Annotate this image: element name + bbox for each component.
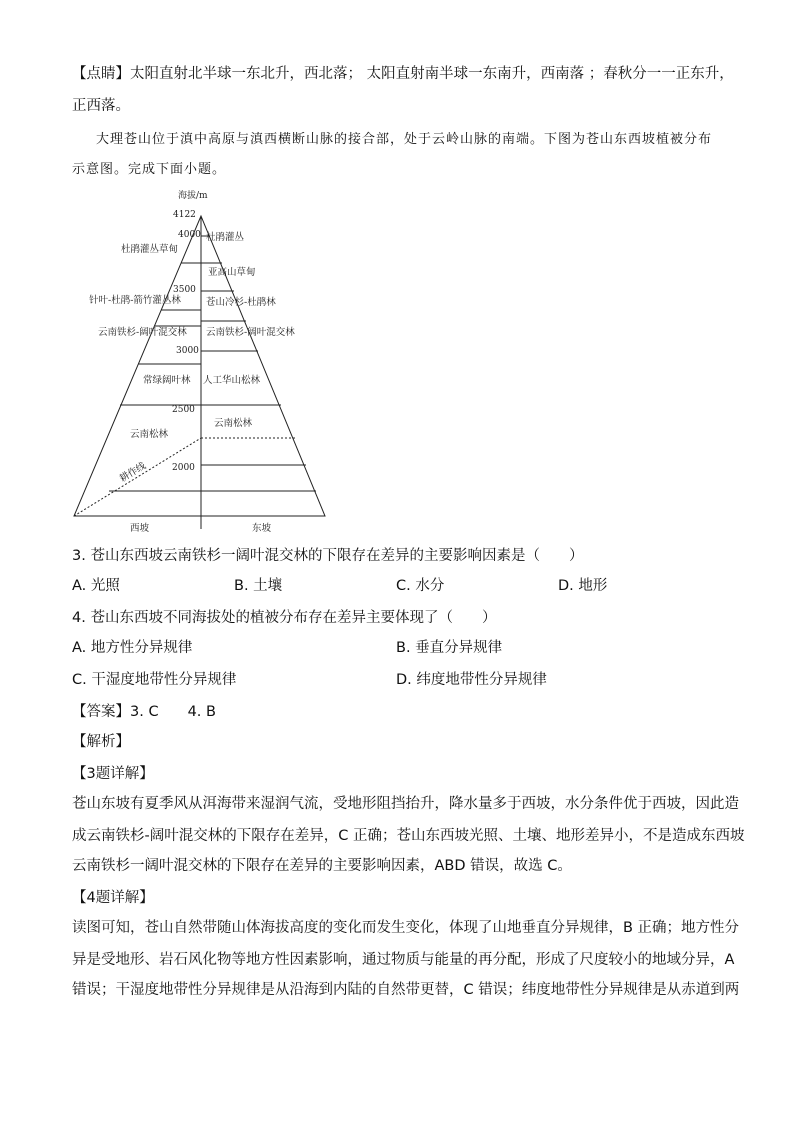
west-band-2: 针叶-杜鹃-箭竹灌丛林 bbox=[89, 295, 181, 306]
tick-2500: 2500 bbox=[172, 405, 195, 415]
east-band-4: 云南铁杉-阔叶混交林 bbox=[206, 327, 295, 338]
q4-option-a[interactable]: A. 地方性分异规律 bbox=[72, 640, 193, 656]
east-band-6: 云南松林 bbox=[214, 418, 253, 429]
farming-line-label: 耕作线 bbox=[117, 460, 148, 485]
tick-2000: 2000 bbox=[172, 463, 195, 473]
west-band-1: 杜鹃灌丛草甸 bbox=[121, 244, 179, 255]
question-4-stem: 4. 苍山东西坡不同海拔处的植被分布存在差异主要体现了（ ） bbox=[72, 610, 497, 626]
q3-detail-line-3: 云南铁杉一阔叶混交林的下限存在差异的主要影响因素，ABD 错误，故选 C。 bbox=[72, 858, 572, 874]
q4-detail-line-2: 异是受地形、岩石风化物等地方性因素影响，通过物质与能量的再分配，形成了尺度较小的地域分异，A bbox=[72, 952, 735, 968]
tick-4000: 4000 bbox=[178, 230, 201, 240]
q4-detail-line-1: 读图可知，苍山自然带随山体海拔高度的变化而发生变化，体现了山地垂直分异规律，B 正确；地方性分 bbox=[72, 920, 740, 936]
q3-option-a[interactable]: A. 光照 bbox=[72, 578, 120, 594]
dianjing-line-2: 正西落。 bbox=[72, 98, 130, 114]
q3-detail-line-1: 苍山东坡有夏季风从洱海带来湿润气流，受地形阻挡抬升，降水量多于西坡，水分条件优于西坡，因此造 bbox=[72, 796, 739, 812]
q4-option-b[interactable]: B. 垂直分异规律 bbox=[396, 640, 503, 656]
west-band-5: 云南松林 bbox=[130, 429, 169, 440]
q4-option-c[interactable]: C. 干湿度地带性分异规律 bbox=[72, 672, 237, 688]
tick-3000: 3000 bbox=[176, 346, 199, 356]
east-band-2: 亚高山草甸 bbox=[208, 267, 256, 278]
east-band-5: 人工华山松林 bbox=[203, 375, 261, 386]
q3-detail-title: 【3题详解】 bbox=[72, 766, 154, 782]
analysis-title: 【解析】 bbox=[72, 734, 130, 750]
west-band-3: 云南铁杉-阔叶混交林 bbox=[98, 327, 187, 338]
q3-option-c[interactable]: C. 水分 bbox=[396, 578, 445, 594]
q3-option-d[interactable]: D. 地形 bbox=[558, 578, 608, 594]
east-band-1: 杜鹃灌丛 bbox=[206, 232, 245, 243]
intro-line-1: 大理苍山位于滇中高原与滇西横断山脉的接合部，处于云岭山脉的南端。下图为苍山东西坡植被分布 bbox=[96, 132, 713, 147]
question-3-stem: 3. 苍山东西坡云南铁杉一阔叶混交林的下限存在差异的主要影响因素是（ ） bbox=[72, 548, 584, 564]
tick-4122: 4122 bbox=[173, 210, 196, 220]
east-band-3: 苍山冷杉-杜鹃林 bbox=[206, 297, 276, 308]
intro-line-2: 示意图。完成下面小题。 bbox=[72, 162, 227, 177]
q4-detail-title: 【4题详解】 bbox=[72, 890, 154, 906]
q4-option-d[interactable]: D. 纬度地带性分异规律 bbox=[396, 672, 547, 688]
q4-detail-line-3: 错误；干湿度地带性分异规律是从沿海到内陆的自然带更替，C 错误；纬度地带性分异规律是从赤道到两 bbox=[72, 982, 740, 998]
dianjing-line-1: 【点睛】太阳直射北半球一东北升，西北落； 太阳直射南半球一东南升，西南落 ；春秋分一一正东升， bbox=[72, 66, 734, 82]
east-slope-label: 东坡 bbox=[252, 523, 272, 534]
answer-line: 【答案】3. C 4. B bbox=[72, 704, 216, 720]
west-slope-label: 西坡 bbox=[130, 523, 150, 534]
vegetation-diagram bbox=[60, 186, 350, 538]
q3-option-b[interactable]: B. 土壤 bbox=[234, 578, 283, 594]
tick-3500: 3500 bbox=[173, 285, 196, 295]
q3-detail-line-2: 成云南铁杉-阔叶混交林的下限存在差异，C 正确；苍山东西坡光照、土壤、地形差异小，不是造成东西坡 bbox=[72, 828, 745, 844]
west-band-4: 常绿阔叶林 bbox=[143, 375, 191, 386]
axis-label: 海拔/m bbox=[178, 191, 208, 201]
